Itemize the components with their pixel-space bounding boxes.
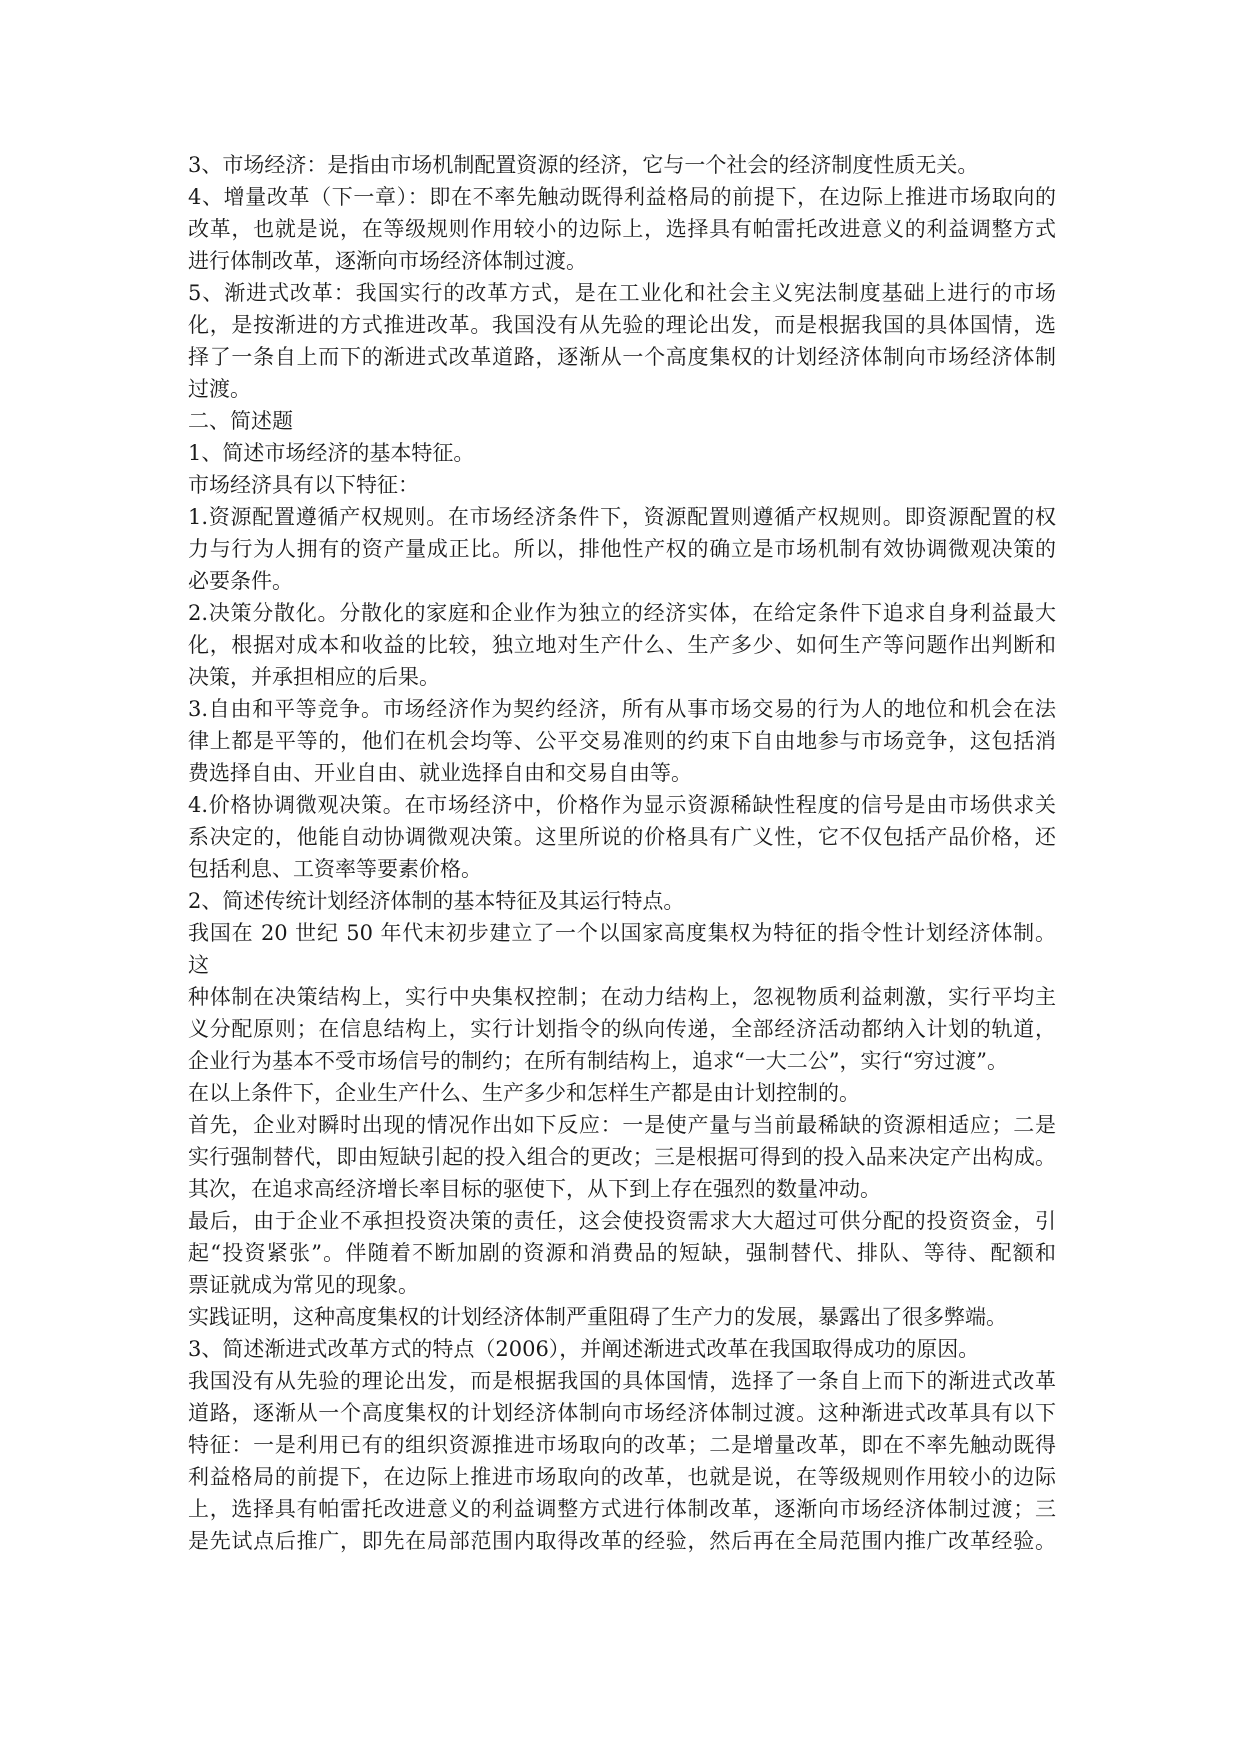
text-line: 包括利息、工资率等要素价格。 xyxy=(188,857,482,881)
document-body xyxy=(188,149,1056,1557)
text-line: 特征：一是利用已有的组织资源推进市场取向的改革；二是增量改革，即在不率先触动既得 xyxy=(188,1433,1056,1457)
text-line: 系决定的，他能自动协调微观决策。这里所说的价格具有广义性，它不仅包括产品价格，还 xyxy=(188,825,1056,849)
text-line: 律上都是平等的，他们在机会均等、公平交易准则的约束下自由地参与市场竞争，这包括消 xyxy=(188,729,1056,753)
text-line: 力与行为人拥有的资产量成正比。所以，排他性产权的确立是市场机制有效协调微观决策的 xyxy=(188,537,1056,561)
text-line: 种体制在决策结构上，实行中央集权控制；在动力结构上，忽视物质利益刺激，实行平均主 xyxy=(188,985,1056,1009)
text-line: 化，是按渐进的方式推进改革。我国没有从先验的理论出发，而是根据我国的具体国情，选 xyxy=(188,313,1056,337)
text-line: 决策，并承担相应的后果。 xyxy=(188,665,440,689)
text-line: 2.决策分散化。分散化的家庭和企业作为独立的经济实体，在给定条件下追求自身利益最大 xyxy=(188,601,1056,625)
text-line: 最后，由于企业不承担投资决策的责任，这会使投资需求大大超过可供分配的投资资金，引 xyxy=(188,1209,1056,1233)
text-line: 道路，逐渐从一个高度集权的计划经济体制向市场经济体制过渡。这种渐进式改革具有以下 xyxy=(188,1401,1056,1425)
text-line: 必要条件。 xyxy=(188,569,293,593)
text-line: 化，根据对成本和收益的比较，独立地对生产什么、生产多少、如何生产等问题作出判断和 xyxy=(188,633,1056,657)
text-line: 3、市场经济：是指由市场机制配置资源的经济，它与一个社会的经济制度性质无关。 xyxy=(188,153,979,177)
text-line: 在以上条件下，企业生产什么、生产多少和怎样生产都是由计划控制的。 xyxy=(188,1081,860,1105)
text-line: 进行体制改革，逐渐向市场经济体制过渡。 xyxy=(188,249,587,273)
text-line: 4、增量改革（下一章）：即在不率先触动既得利益格局的前提下，在边际上推进市场取向的 xyxy=(188,185,1056,209)
text-line: 首先，企业对瞬时出现的情况作出如下反应：一是使产量与当前最稀缺的资源相适应；二是 xyxy=(188,1113,1056,1137)
text-line: 3.自由和平等竞争。市场经济作为契约经济，所有从事市场交易的行为人的地位和机会在法 xyxy=(188,697,1056,721)
text-line: 过渡。 xyxy=(188,377,251,401)
text-line: 3、简述渐进式改革方式的特点（2006），并阐述渐进式改革在我国取得成功的原因。 xyxy=(188,1337,980,1361)
text-line: 实行强制替代，即由短缺引起的投入组合的更改；三是根据可得到的投入品来决定产出构成。 xyxy=(188,1145,1056,1169)
text-line: 5、渐进式改革：我国实行的改革方式，是在工业化和社会主义宪法制度基础上进行的市场 xyxy=(188,281,1056,305)
text-line: 上，选择具有帕雷托改进意义的利益调整方式进行体制改革，逐渐向市场经济体制过渡；三 xyxy=(188,1497,1056,1521)
text-line: 票证就成为常见的现象。 xyxy=(188,1273,419,1297)
text-line: 我国在 20 世纪 50 年代末初步建立了一个以国家高度集权为特征的指令性计划经济体制。 xyxy=(188,921,1056,945)
text-line: 起“投资紧张”。伴随着不断加剧的资源和消费品的短缺，强制替代、排队、等待、配额和 xyxy=(188,1241,1056,1265)
text-line: 2、简述传统计划经济体制的基本特征及其运行特点。 xyxy=(188,889,685,913)
text-line: 市场经济具有以下特征： xyxy=(188,473,419,497)
text-line: 是先试点后推广，即先在局部范围内取得改革的经验，然后再在全局范围内推广改革经验。 xyxy=(188,1529,1056,1553)
text-line: 实践证明，这种高度集权的计划经济体制严重阻碍了生产力的发展，暴露出了很多弊端。 xyxy=(188,1305,1007,1329)
text-line: 择了一条自上而下的渐进式改革道路，逐渐从一个高度集权的计划经济体制向市场经济体制 xyxy=(188,345,1056,369)
text-line: 义分配原则；在信息结构上，实行计划指令的纵向传递，全部经济活动都纳入计划的轨道， xyxy=(188,1017,1056,1041)
text-line: 我国没有从先验的理论出发，而是根据我国的具体国情，选择了一条自上而下的渐进式改革 xyxy=(188,1369,1056,1393)
text-line: 4.价格协调微观决策。在市场经济中，价格作为显示资源稀缺性程度的信号是由市场供求关 xyxy=(188,793,1056,817)
text-line: 其次，在追求高经济增长率目标的驱使下，从下到上存在强烈的数量冲动。 xyxy=(188,1177,881,1201)
text-line: 企业行为基本不受市场信号的制约；在所有制结构上，追求“一大二公”，实行“穷过渡”。 xyxy=(188,1049,1008,1073)
text-line: 改革，也就是说，在等级规则作用较小的边际上，选择具有帕雷托改进意义的利益调整方式 xyxy=(188,217,1056,241)
text-line: 二、简述题 xyxy=(188,409,293,433)
text-line: 1.资源配置遵循产权规则。在市场经济条件下，资源配置则遵循产权规则。即资源配置的权 xyxy=(188,505,1056,529)
text-line: 利益格局的前提下，在边际上推进市场取向的改革，也就是说，在等级规则作用较小的边际 xyxy=(188,1465,1056,1489)
text-line: 这 xyxy=(188,953,209,977)
text-line: 费选择自由、开业自由、就业选择自由和交易自由等。 xyxy=(188,761,692,785)
text-line: 1、简述市场经济的基本特征。 xyxy=(188,441,475,465)
